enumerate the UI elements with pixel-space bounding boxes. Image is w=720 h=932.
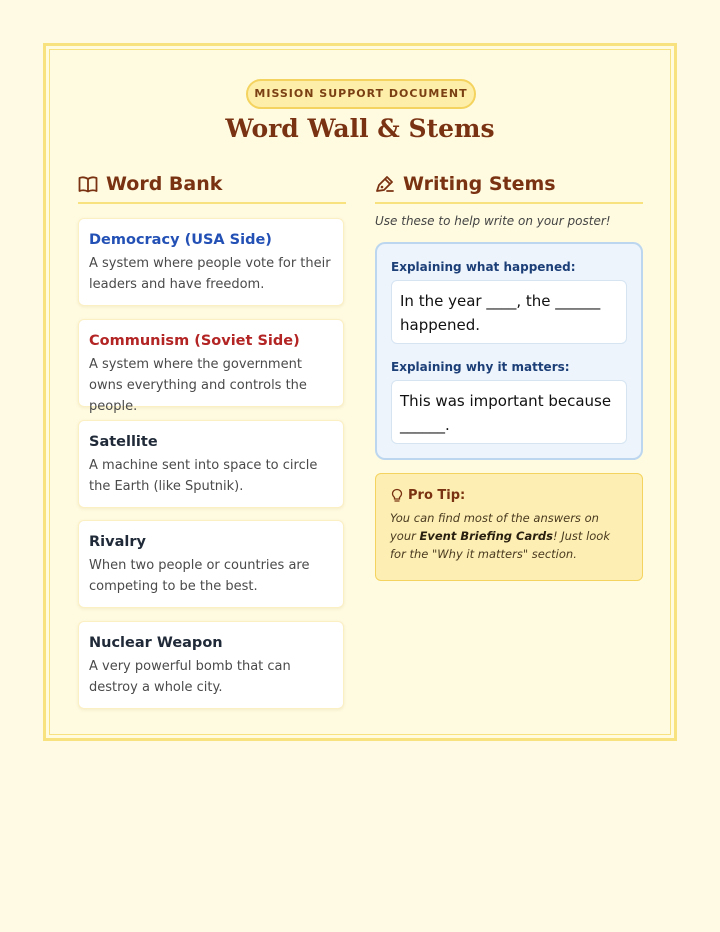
pro-tip-header <box>390 488 628 503</box>
term: Rivalry <box>89 534 146 550</box>
word-bank-title: Word Bank <box>106 173 223 195</box>
document-frame <box>43 43 677 741</box>
definition: When two people or countries are competing to be the best. <box>89 558 310 594</box>
pen-icon <box>375 174 395 194</box>
writing-stems-header <box>375 166 643 204</box>
writing-stems-title: Writing Stems <box>403 173 556 195</box>
term: Satellite <box>89 434 158 450</box>
word-bank-header <box>78 166 346 204</box>
stems-hint: Use these to help write on your poster! <box>375 214 611 228</box>
word-card-nuclear-weapon <box>78 621 344 709</box>
definition: A system where people vote for their leaders and have freedom. <box>89 256 331 292</box>
document-badge: MISSION SUPPORT DOCUMENT <box>246 79 476 109</box>
stem-label-why: Explaining why it matters: <box>391 360 570 374</box>
word-card-communism <box>78 319 344 414</box>
word-card-democracy <box>78 218 344 306</box>
term: Communism (Soviet Side) <box>89 333 300 349</box>
word-card-satellite <box>78 420 344 508</box>
definition: A very powerful bomb that can destroy a whole city. <box>89 659 291 695</box>
writing-stems-column <box>375 166 643 561</box>
stem-box-why: This was important because ______. <box>391 380 627 444</box>
pro-tip-box <box>375 473 643 581</box>
pro-tip-title: Pro Tip: <box>408 488 466 503</box>
word-card-rivalry <box>78 520 344 608</box>
pro-tip-text-before: You can find most of the answers on your <box>390 511 599 543</box>
pro-tip-text <box>390 509 628 563</box>
stem-box-what: In the year ____, the ______ happened. <box>391 280 627 344</box>
page-title: Word Wall & Stems <box>225 114 495 143</box>
definition: A system where the government owns everything and controls the people. <box>89 357 307 414</box>
term: Nuclear Weapon <box>89 635 223 651</box>
stems-panel <box>375 242 643 460</box>
lightbulb-icon <box>390 488 404 503</box>
pro-tip-emphasis: Event Briefing Cards <box>419 529 553 543</box>
term: Democracy (USA Side) <box>89 232 272 248</box>
word-bank-column <box>78 166 346 695</box>
stem-label-what: Explaining what happened: <box>391 260 576 274</box>
pro-tip-text-after: ! Just look for the "Why it matters" section. <box>390 529 610 561</box>
open-book-icon <box>78 175 98 193</box>
definition: A machine sent into space to circle the Earth (like Sputnik). <box>89 458 318 494</box>
